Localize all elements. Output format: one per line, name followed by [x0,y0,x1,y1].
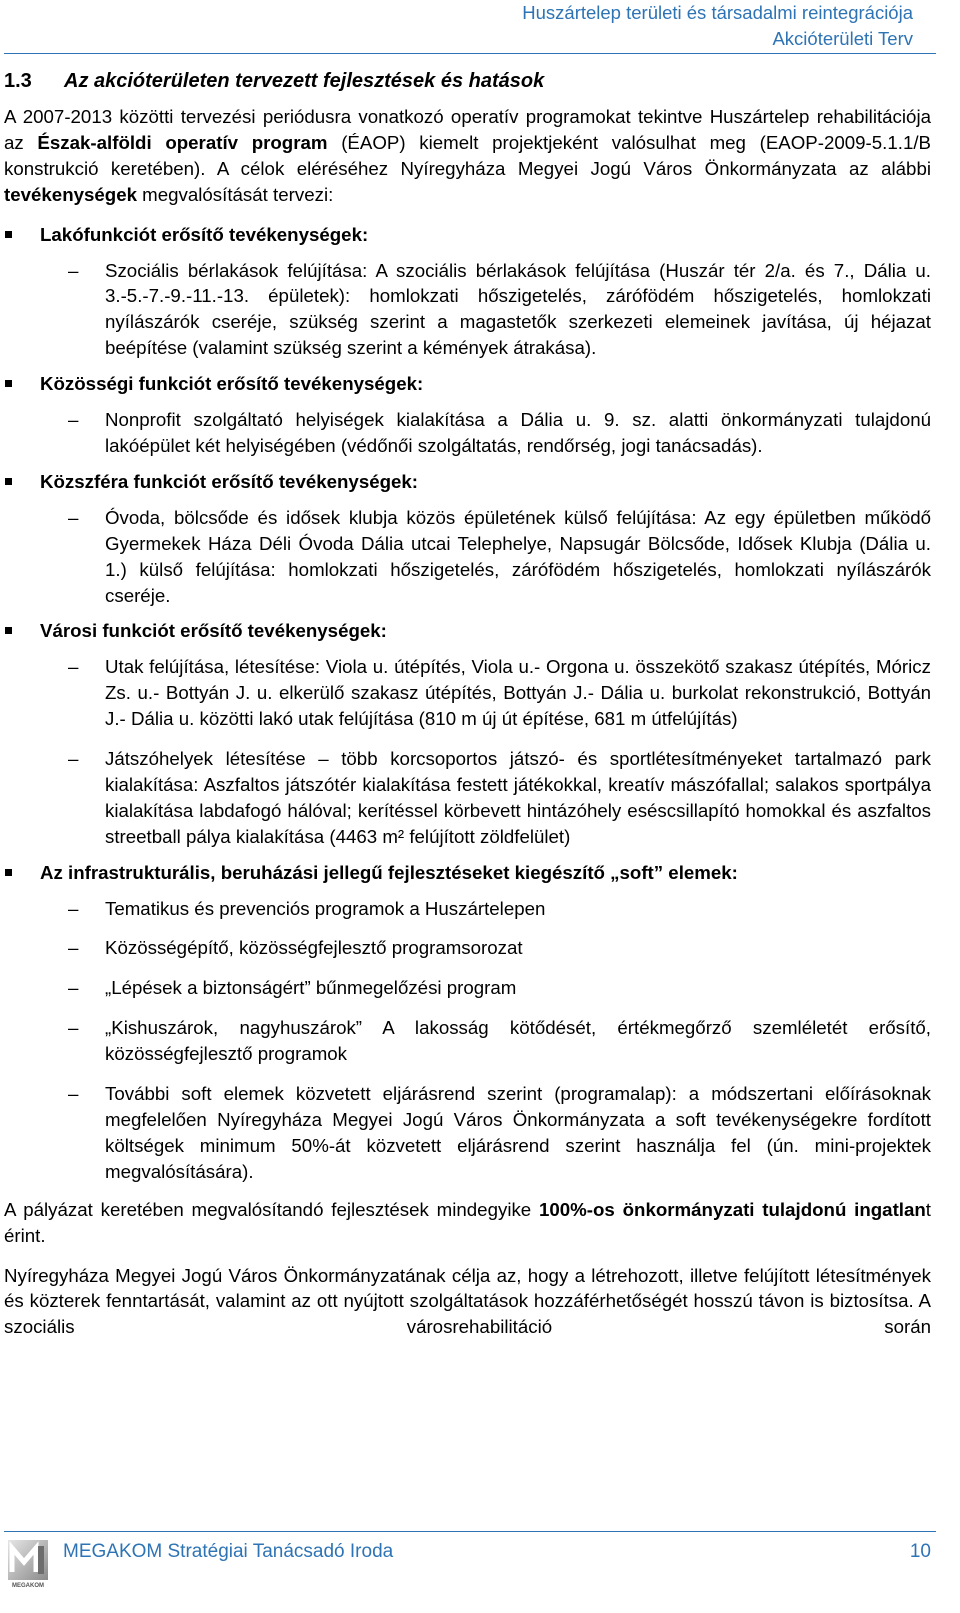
bullet-heading [4,222,931,248]
dash-icon: – [68,409,79,431]
dash-icon: – [68,897,79,919]
list-item [4,1081,931,1185]
list-item-text: Tematikus és prevenciós programok a Huszártelepen [105,897,546,919]
dash-icon: – [68,656,79,678]
list-item [4,654,931,732]
bullet-heading-text: Lakófunkciót erősítő tevékenységek: [40,223,369,245]
bullet-heading [4,618,931,644]
intro-bold-1: Észak-alföldi operatív program [37,131,328,153]
closing1-text-1: A pályázat keretében megvalósítandó fejlesztések mindegyike [4,1198,539,1220]
square-bullet-icon [5,380,12,387]
list-item [4,407,931,459]
header-title: Huszártelep területi és társadalmi reintegrációja [522,2,913,23]
list-item [4,258,931,362]
bullet-heading-text: Közszféra funkciót erősítő tevékenységek: [40,470,419,492]
intro-text-1: A 2007-2013 közötti tervezési periódusra vonatkozó operatív programokat tekintve Huszártelep rehabilitációja az [4,106,931,153]
closing-paragraph-1 [4,1197,931,1249]
section-number: 1.3 [4,70,32,92]
intro-paragraph [4,104,931,208]
dash-icon: – [68,937,79,959]
closing1-text-2: t érint. [4,1198,931,1246]
closing-paragraph-2: Nyíregyháza Megyei Jogú Város Önkormányzatának célja az, hogy a létrehozott, illetve felújított létesítmények és közterek fenntartását, valamint az ott nyújtott szolgáltatások hozzáférhetőségét hosszú távon is biztosítsa. A szociális városrehabilitáció során [4,1264,931,1338]
bullet-heading-text: Az infrastrukturális, beruházási jellegű fejlesztéseket kiegészítő „soft” elemek: [40,861,738,883]
megakom-logo-icon [6,1538,50,1584]
dash-icon: – [68,259,79,281]
list-item [4,1015,931,1067]
dash-icon: – [68,977,79,999]
list-item-text: További soft elemek közvetett eljárásrend szerint (programalap): a módszertani előírásoknak megfelelően Nyíregyháza Megyei Jogú Város Önkormányzata a soft tevékenységekre fordított költségek minimum 50%-át közvetett eljárásrend szerint használja fel (ún. mini-projektek megvalósítására). [105,1083,931,1182]
list-item-text: Utak felújítása, létesítése: Viola u. útépítés, Viola u.- Orgona u. összekötő szakasz útépítés, Móricz Zs. u.- Bottyán J. u. elkerülő szakasz útépítés, Bottyán J.- Dália u. burkolat rekonstrukció, Bottyán J.- Dália u. közötti lakó utak felújítása (810 m új út építése, 681 m útfelújítás) [105,656,931,730]
square-bullet-icon [5,231,12,238]
section-title: Az akcióterületen tervezett fejlesztések és hatások [64,70,545,92]
list-item [4,746,931,850]
bullet-heading-text: Városi funkciót erősítő tevékenységek: [40,620,387,642]
square-bullet-icon [5,478,12,485]
list-item-text: „Lépések a biztonságért” bűnmegelőzési program [105,977,517,999]
list-item [4,505,931,609]
list-item [4,975,931,1001]
intro-text-2: (ÉAOP) kiemelt projektjeként valósulhat meg (EAOP-2009-5.1.1/B konstrukció keretében). A célok eléréséhez Nyíregyháza Megyei Jogú Város Önkormányzata az alábbi [4,131,931,179]
dash-icon: – [68,1017,79,1039]
dash-icon: – [68,748,79,770]
intro-text-3: megvalósítását tervezi: [136,183,334,205]
list-item [4,896,931,922]
dash-icon: – [68,506,79,528]
header-subtitle: Akcióterületi Terv [772,28,913,49]
bullet-heading [4,860,931,886]
list-item-text: Játszóhelyek létesítése – több korcsoportos játszó- és sportlétesítményeket tartalmazó park kialakítása: Aszfaltos játszótér kialakítása festett játékokkal, kreatív mászófallal; salakos sportpálya kialakítása labdafogó hálóval; kerítéssel körbevett hintázóhely eséscsillapító homokkal és aszfaltos streetball pálya kialakítása (4463 m² felújított zöldfelület) [105,748,931,847]
list-item-text: Szociális bérlakások felújítása: A szociális bérlakások felújítása (Huszár tér 2/a. és 7., Dália u. 3.-5.-7.-9.-11.-13. épületek): homlokzati hőszigetelés, zárófödém hőszigetelés, homlokzati nyílászárók cseréje, szükség szerint a magastetők szerkezeti elemeinek javítása, új héjazat beépítése (valamint szükség szerint a kémények átrakása). [105,259,931,359]
list-item [4,935,931,961]
footer-organization: MEGAKOM Stratégiai Tanácsadó Iroda [63,1541,394,1562]
document-body [4,104,931,1340]
closing1-bold: 100%-os önkormányzati tulajdonú ingatlan [539,1198,926,1220]
list-item-text: Óvoda, bölcsőde és idősek klubja közös épületének külső felújítása: Az egy épületben működő Gyermekek Háza Déli Óvoda Dália utcai Telephelye, Napsugár Bölcsőde, Idősek Klubja (Dália u. 1.) külső felújítása: homlokzati hőszigetelés, zárófödém hőszigetelés, homlokzati nyílászárók cseréje. [105,506,931,606]
intro-bold-2: tevékenységek [4,183,137,205]
square-bullet-icon [5,627,12,634]
page-number: 10 [909,1541,931,1562]
bullet-heading [4,469,931,495]
logo-text: MEGAKOM [12,1583,44,1589]
bullet-heading [4,371,931,397]
dash-icon: – [68,1083,79,1105]
header-divider [4,53,936,54]
bullet-heading-text: Közösségi funkciót erősítő tevékenységek: [40,373,424,395]
list-item-text: Nonprofit szolgáltató helyiségek kialakítása a Dália u. 9. sz. alatti önkormányzati tulajdonú lakóépület két helyiségében (védőnői szolgáltatás, rendőrség, jogi tanácsadás). [105,409,931,456]
list-item-text: „Kishuszárok, nagyhuszárok” A lakosság kötődését, értékmegőrző szemléletét erősítő, közösségfejlesztő programok [105,1017,931,1065]
footer-divider [4,1531,936,1532]
square-bullet-icon [5,869,12,876]
list-item-text: Közösségépítő, közösségfejlesztő programsorozat [105,937,523,959]
section-heading [4,68,544,94]
